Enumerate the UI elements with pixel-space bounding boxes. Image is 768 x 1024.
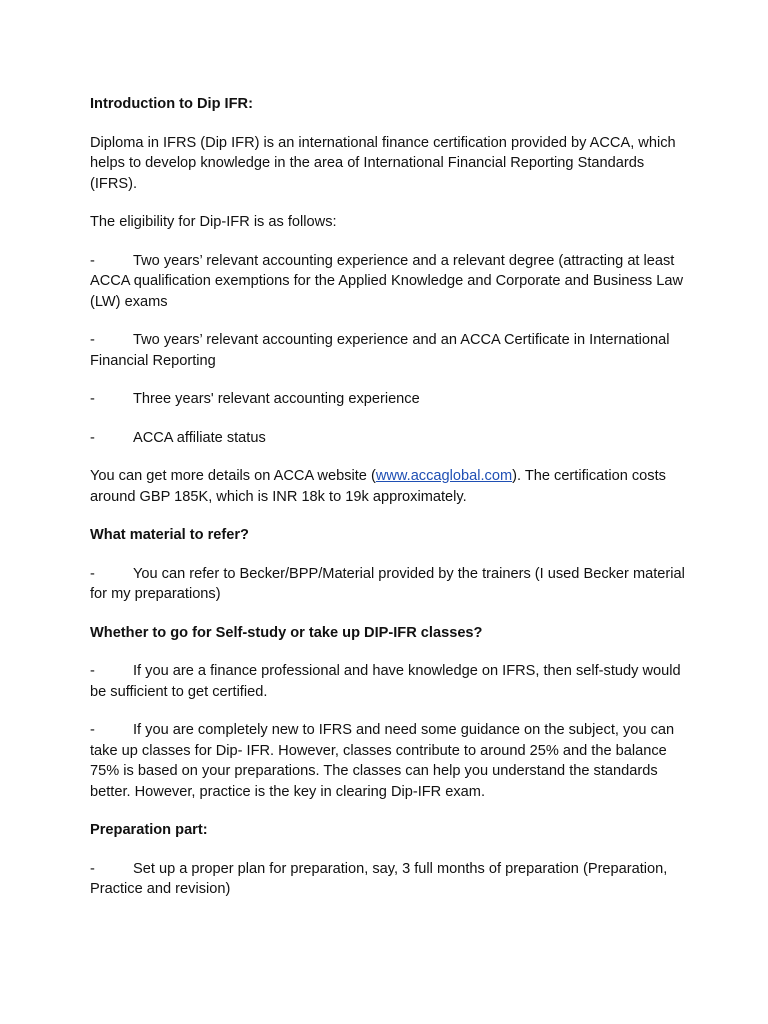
preparation-item	[90, 859, 688, 900]
details-paragraph	[90, 466, 688, 507]
dash-marker: -	[90, 565, 95, 582]
eligibility-item	[90, 389, 688, 410]
study-item	[90, 661, 688, 702]
study-item-text: If you are completely new to IFRS and need some guidance on the subject, you can take up classes for Dip- IFR. However, classes contribute to around 25% and the balance 75% is based on your preparations. The classes can help you understand the standards better. However, practice is the key in clearing Dip-IFR exam.	[90, 722, 675, 800]
study-item-text: If you are a finance professional and have knowledge on IFRS, then self-study would be sufficient to get certified.	[90, 663, 681, 700]
intro-heading: Introduction to Dip IFR:	[90, 96, 253, 112]
document-page	[90, 94, 688, 918]
eligibility-item-text: Two years’ relevant accounting experience and a relevant degree (attracting at least ACCA qualification exemptions for the Applied Knowledge and Corporate and Business Law (LW) exams	[90, 252, 684, 310]
study-item	[90, 720, 688, 802]
acca-website-link[interactable]: www.accaglobal.com	[375, 468, 513, 484]
material-item-text: You can refer to Becker/BPP/Material provided by the trainers (I used Becker material for my preparations)	[90, 565, 685, 602]
dash-marker: -	[90, 663, 95, 679]
material-item	[90, 564, 688, 605]
preparation-item-text: Set up a proper plan for preparation, say, 3 full months of preparation (Preparation, Practice and revision)	[90, 860, 668, 897]
details-text-before: You can get more details on ACCA website (	[90, 468, 376, 484]
details-text-after: ). The certification costs around GBP 185K, which is INR 18k to 19k approximately.	[90, 468, 666, 505]
preparation-heading: Preparation part:	[90, 822, 208, 838]
dash-marker: -	[90, 429, 95, 446]
dash-marker: -	[90, 252, 95, 269]
eligibility-item-text: ACCA affiliate status	[133, 429, 266, 446]
eligibility-item-text: Two years’ relevant accounting experience and an ACCA Certificate in International Financial Reporting	[90, 332, 670, 369]
intro-paragraph: Diploma in IFRS (Dip IFR) is an international finance certification provided by ACCA, which helps to develop knowledge in the area of International Financial Reporting Standards (IFRS).	[90, 134, 676, 192]
eligibility-intro: The eligibility for Dip-IFR is as follows:	[90, 214, 337, 230]
eligibility-item-text: Three years' relevant accounting experience	[133, 391, 420, 407]
study-heading: Whether to go for Self-study or take up DIP-IFR classes?	[90, 624, 483, 641]
dash-marker: -	[90, 391, 95, 407]
dash-marker: -	[90, 860, 95, 877]
material-heading: What material to refer?	[90, 527, 249, 543]
eligibility-item	[90, 428, 688, 449]
eligibility-item	[90, 330, 688, 371]
dash-marker: -	[90, 332, 95, 348]
eligibility-item	[90, 251, 688, 313]
dash-marker: -	[90, 722, 95, 738]
